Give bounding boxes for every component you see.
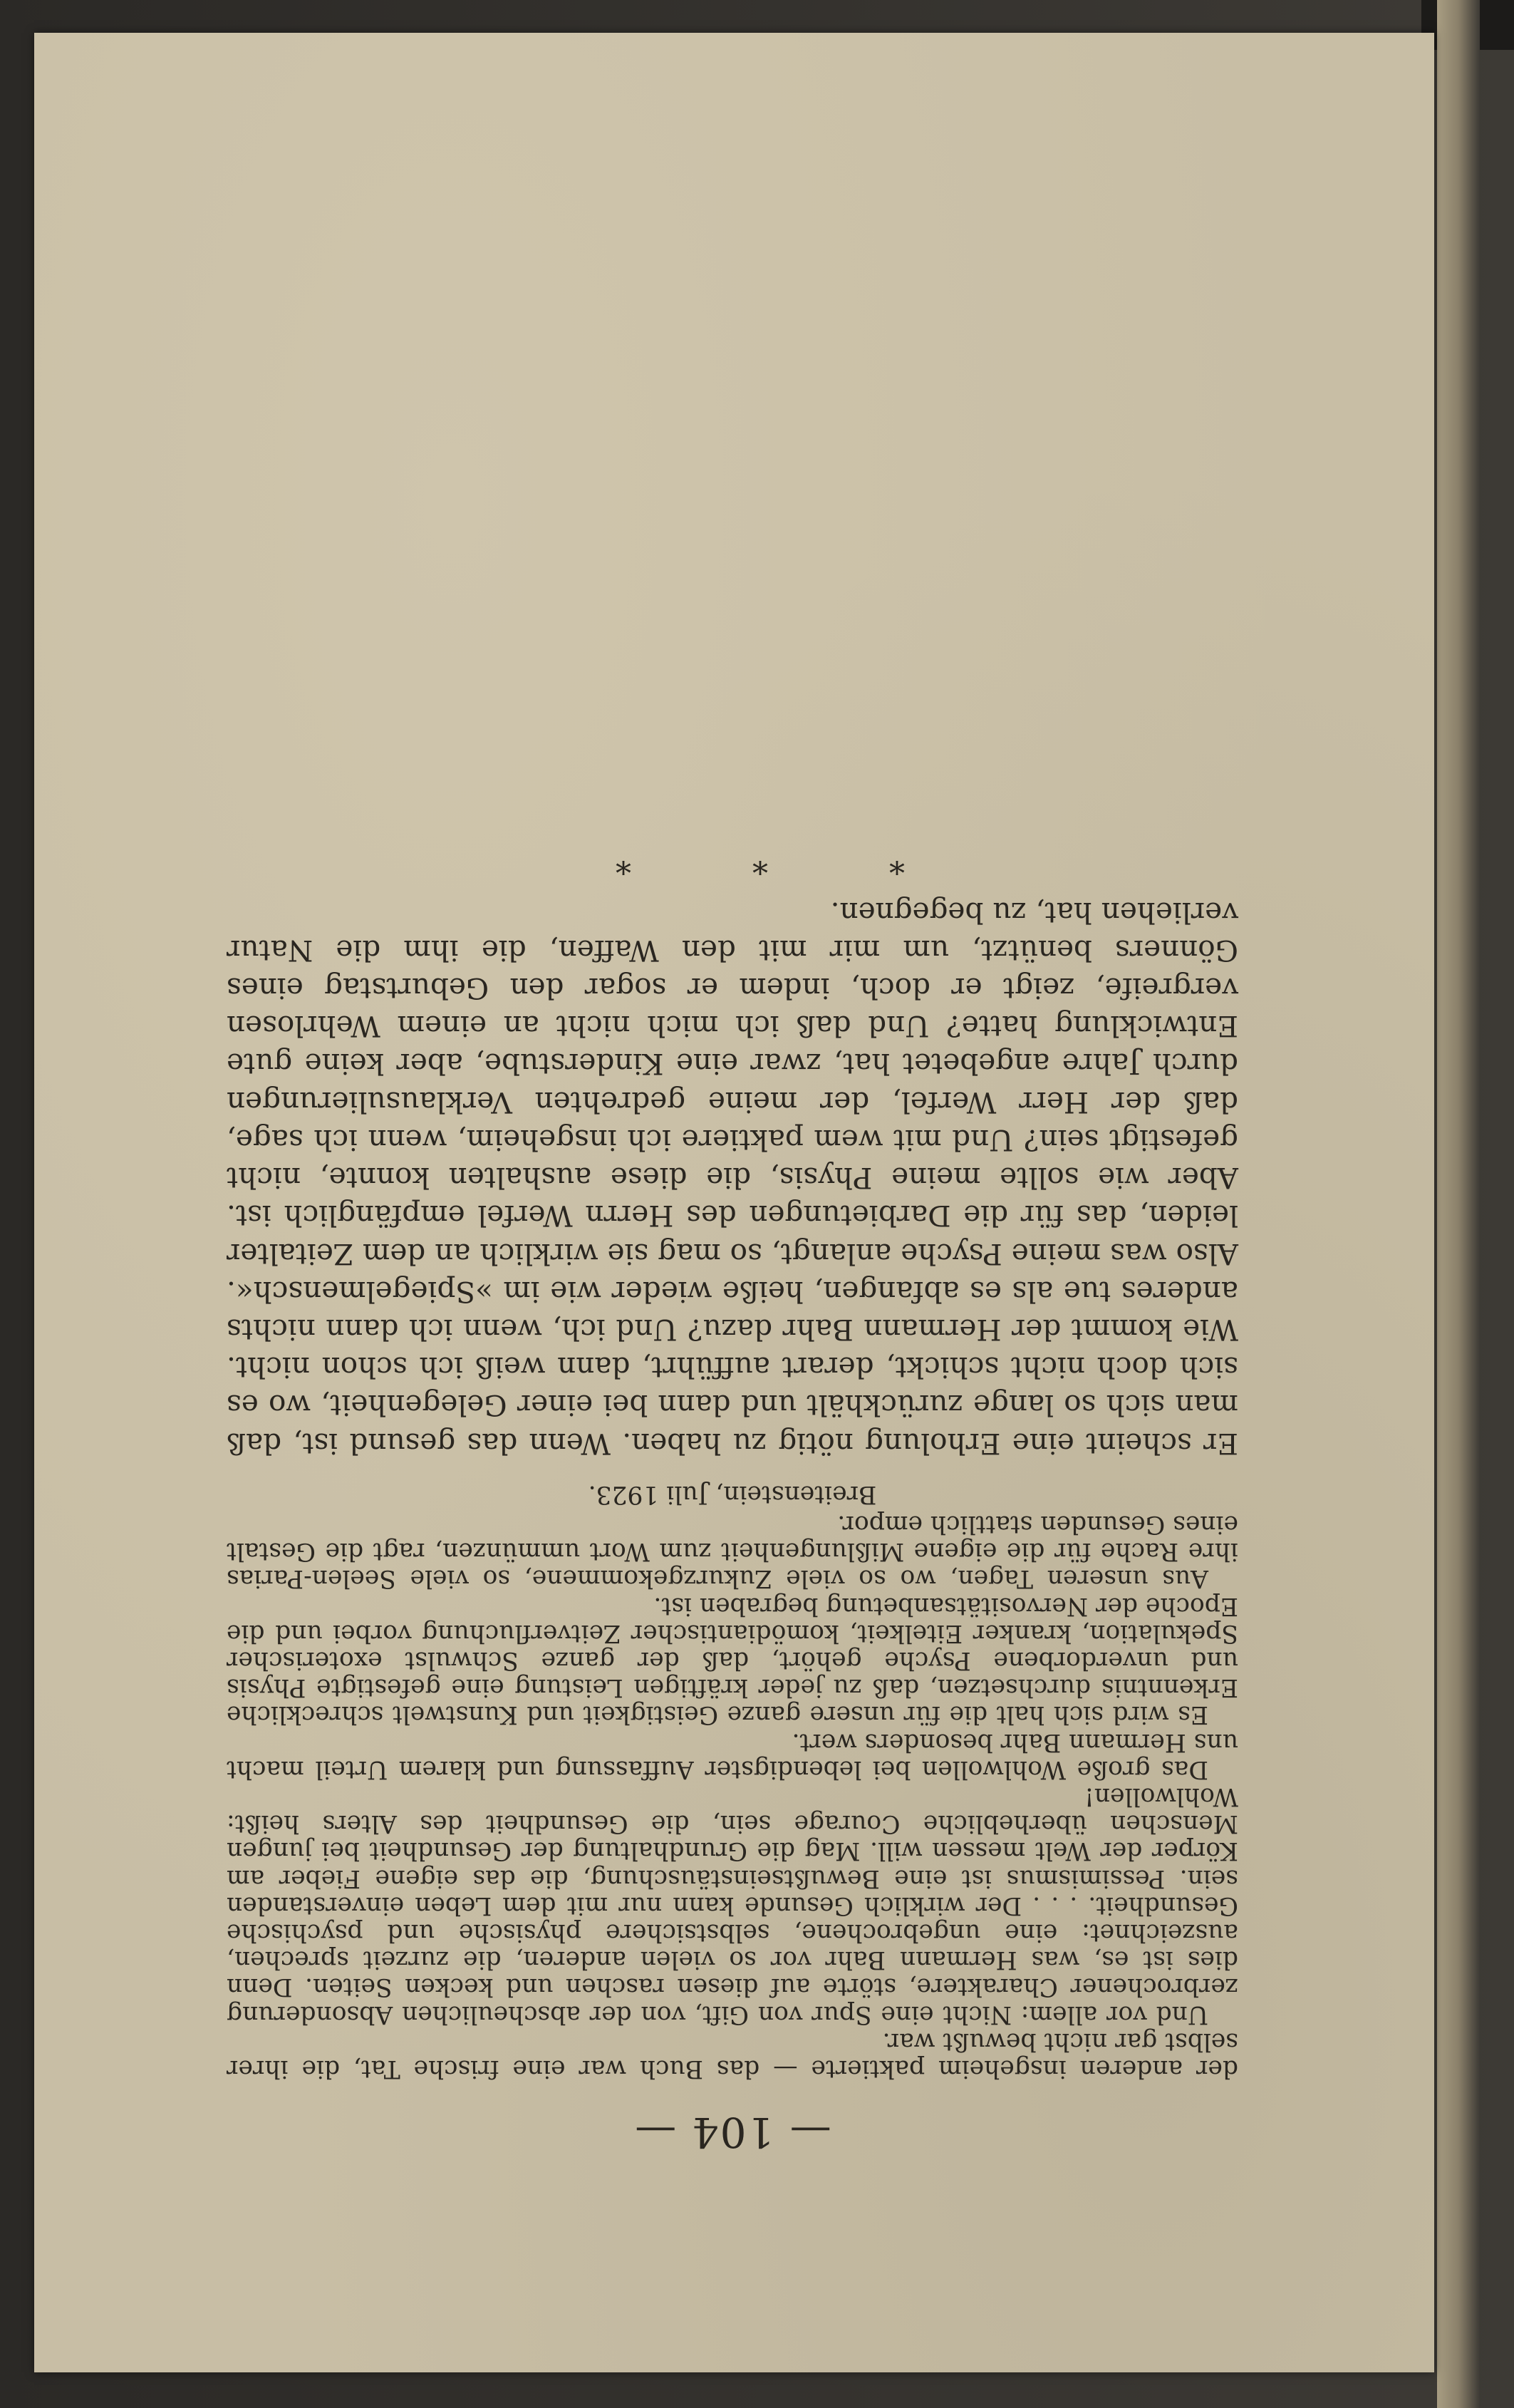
paragraph-1: der anderen insgeheim paktierte — das Buch war eine frische Tat, die ihrer selbst gar nicht bewußt war. xyxy=(227,2027,1238,2083)
paragraph-3: Das große Wohlwollen bei lebendigster Auffassung und klarem Urteil macht uns Hermann Bahr besonders wert. xyxy=(227,1727,1238,1784)
page-number: — 104 — xyxy=(633,2108,831,2156)
paragraph-4: Es wird sich halt die für unsere ganze Geistigkeit und Kunstwelt schreckliche Erkenntnis durchsetzen, daß zu jeder kräftigen Leistung eine gefestigte Physis und unverdorbene Psyche gehört, daß der ganze Schwulst exoterischer Spekulation, kranker Eitelkeit, komödiantischer Zeitverfluchung vorbei und die Epoche der Nervositätsanbetung begraben ist. xyxy=(227,1591,1238,1730)
main-paragraph: Er scheint eine Erholung nötig zu haben. Wenn das gesund ist, daß man sich so lange zurückhält und dann bei einer Gelegenheit, wo es sich doch nicht schickt, derart aufführt, dann weiß ich schon nicht. Wie kommt der Hermann Bahr dazu? Und ich, wenn ich dann nichts anderes tue als es abfangen, heiße wieder wie im »Spiegelmensch«. Also was meine Psyche anlangt, so mag sie wirklich an dem Zeitalter leiden, das für die Darbietungen des Herrn Werfel empfänglich ist. Aber wie sollte meine Physis, die diese aushalten konnte, nicht gefestigt sein? Und mit wem paktiere ich insgeheim, wenn ich sage, daß der Herr Werfel, der meine gedrehten Verklausulierungen durch Jahre angebetet hat, zwar eine Kinderstube, aber keine gute Entwicklung hatte? Und daß ich mich nicht an einem Wehrlosen vergreife, zeigt er doch, indem er sogar den Geburtstag eines Gönners benützt, um mir mit den Waffen, die ihm die Natur verliehen hat, zu begegnen. xyxy=(227,895,1238,1461)
section-stars: * * * xyxy=(560,844,905,881)
page-edge xyxy=(1437,0,1480,2408)
book-page xyxy=(34,33,1434,2372)
signature-line: Breitenstein, Juli 1923. xyxy=(588,1479,877,1509)
upside-down-text-block xyxy=(227,532,1238,2156)
paragraph-2: Und vor allem: Nicht eine Spur von Gift, von der abscheulichen Absonderung zerbrochener Charaktere, störte auf diesen raschen und kecken Seiten. Denn dies ist es, was Hermann Bahr vor so vielen anderen, die zurzeit sprechen, auszeichnet: eine ungebrochene, selbstsichere physische und psychische Gesundheit. . . . Der wirklich Gesunde kann nur mit dem Leben einverstanden sein. Pessimismus ist eine Bewußtseinstäuschung, die das eigene Fieber am Körper der Welt messen will. Mag die Grundhaltung der Gesundheit bei jungen Menschen überhebliche Courage sein, die Gesundheit des Alters heißt: Wohlwollen! xyxy=(227,1782,1238,2029)
paragraph-5: Aus unseren Tagen, wo so viele Zukurzgekommene, so viele Seelen-Parias ihre Rache für die eigene Mißlungenheit zum Wort ummünzen, ragt die Gestalt eines Gesunden stattlich empor. xyxy=(227,1509,1238,1593)
